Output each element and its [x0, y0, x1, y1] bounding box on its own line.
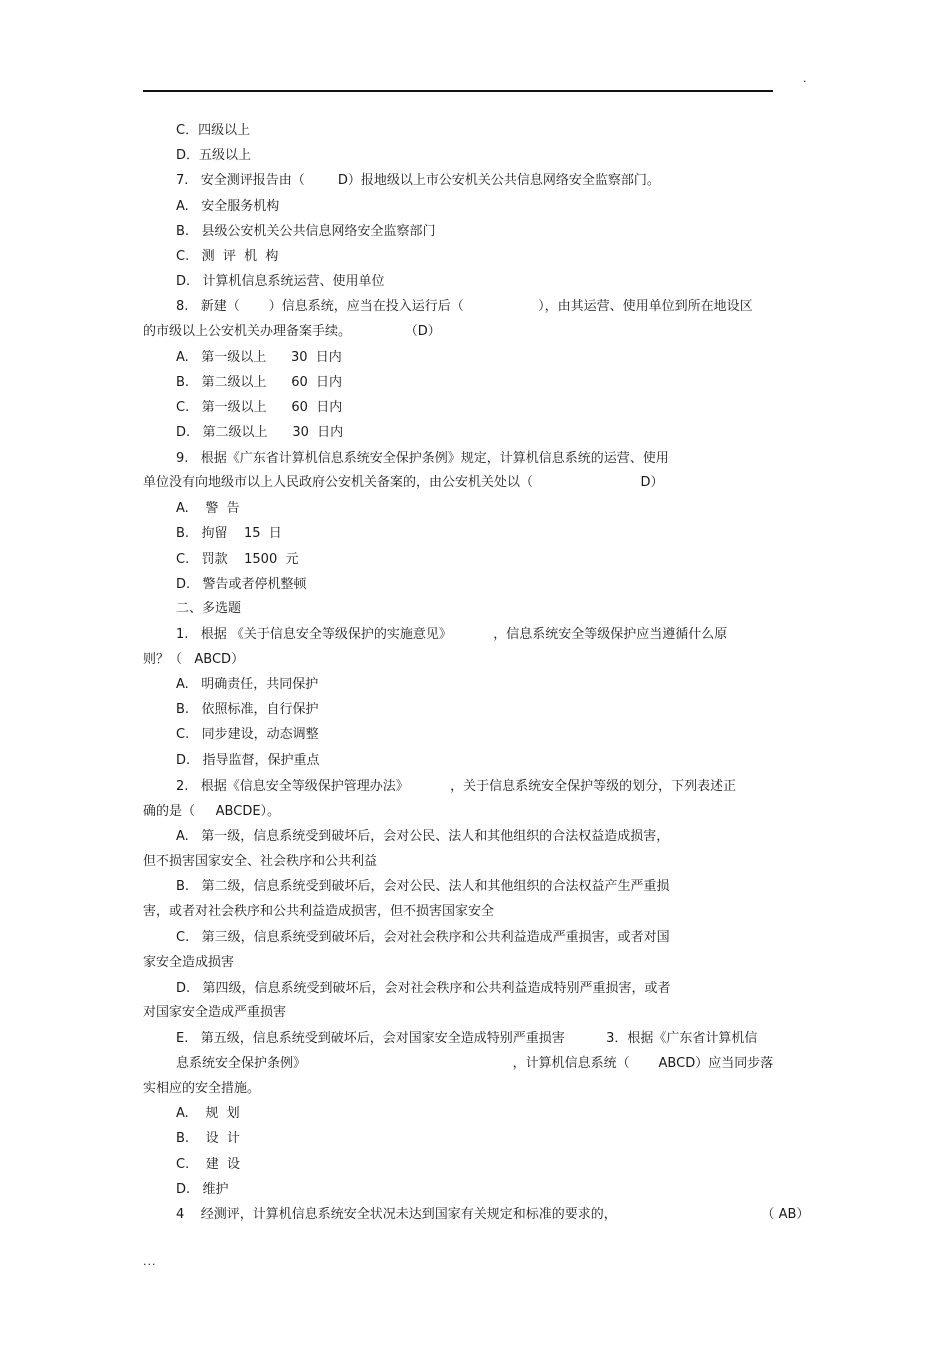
option-line: E. 第五级，信息系统受到破坏后，会对国家安全造成特别严重损害 3．根据《广东省计算机信 [176, 1031, 758, 1046]
question-continuation: 单位没有向地级市以上人民政府公安机关备案的，由公安机关处以（ D） [143, 475, 664, 490]
option-line: B. 第二级，信息系统受到破坏后，会对公民、法人和其他组织的合法权益产生严重损 [176, 879, 670, 894]
option-line: D. 第四级，信息系统受到破坏后，会对社会秩序和公共利益造成特别严重损害，或者 [176, 981, 671, 996]
question-line: 1. 根据 《关于信息安全等级保护的实施意见》 ，信息系统安全等级保护应当遵循什么原 [176, 627, 728, 642]
option-line: A. 警 告 [176, 501, 240, 516]
option-line: C. 第一级以上 60 日内 [176, 400, 343, 415]
option-line: A. 安全服务机构 [176, 199, 280, 214]
option-line: D．五级以上 [176, 148, 252, 163]
option-line: B. 县级公安机关公共信息网络安全监察部门 [176, 224, 436, 239]
option-line: A. 第一级以上 30 日内 [176, 350, 342, 365]
option-line: A. 规 划 [176, 1106, 240, 1121]
option-line: C．四级以上 [176, 123, 251, 138]
option-line: B. 拘留 15 日 [176, 526, 282, 541]
section-heading: 二、多选题 [176, 601, 242, 616]
footer-dots: ... [143, 1255, 157, 1268]
option-continuation: 害，或者对社会秩序和公共利益造成损害，但不损害国家安全 [143, 904, 495, 919]
option-line: B. 第二级以上 60 日内 [176, 375, 343, 390]
option-line: D. 警告或者停机整顿 [176, 577, 307, 592]
option-line: A. 第一级，信息系统受到破坏后，会对公民、法人和其他组织的合法权益造成损害， [176, 829, 670, 844]
question-continuation: 的市级以上公安机关办理备案手续。 （D） [143, 324, 441, 339]
option-continuation: 但不损害国家安全、社会秩序和公共利益 [143, 854, 378, 869]
question-line: 8. 新建（ ）信息系统，应当在投入运行后（ ），由其运营、使用单位到所在地设区 [176, 299, 753, 314]
option-line: D. 维护 [176, 1182, 229, 1197]
option-line: C. 同步建设，动态调整 [176, 727, 319, 742]
question-line: 9. 根据《广东省计算机信息系统安全保护条例》规定，计算机信息系统的运营、使用 [176, 451, 669, 466]
option-line: C. 建 设 [176, 1157, 241, 1172]
question-continuation: 确的是（ ABCDE）。 [143, 804, 281, 819]
question-continuation: 实相应的安全措施。 [143, 1081, 261, 1096]
header-dot: . [803, 72, 807, 85]
question-line: 7. 安全测评报告由（ D）报地级以上市公安机关公共信息网络安全监察部门。 [176, 173, 660, 188]
option-line: B. 设 计 [176, 1131, 240, 1146]
question-line: 息系统安全保护条例》 ，计算机信息系统（ ABCD）应当同步落 [176, 1056, 774, 1071]
option-line: C. 第三级，信息系统受到破坏后，会对社会秩序和公共利益造成严重损害，或者对国 [176, 930, 670, 945]
option-continuation: 家安全造成损害 [143, 955, 235, 970]
option-line: D. 计算机信息系统运营、使用单位 [176, 274, 385, 289]
option-continuation: 对国家安全造成严重损害 [143, 1005, 287, 1020]
option-line: C. 罚款 1500 元 [176, 552, 299, 567]
question-line: 4 经测评，计算机信息系统安全状况未达到国家有关规定和标准的要求的， （ AB） [176, 1207, 810, 1222]
option-line: B. 依照标准，自行保护 [176, 702, 319, 717]
option-line: A. 明确责任，共同保护 [176, 677, 319, 692]
option-line: C. 测 评 机 构 [176, 249, 279, 264]
option-line: D. 指导监督，保护重点 [176, 753, 320, 768]
option-line: D. 第二级以上 30 日内 [176, 425, 344, 440]
header-rule [143, 90, 773, 92]
question-continuation: 则？（ ABCD） [143, 652, 245, 667]
question-line: 2. 根据《信息安全等级保护管理办法》 ，关于信息系统安全保护等级的划分，下列表述正 [176, 779, 737, 794]
